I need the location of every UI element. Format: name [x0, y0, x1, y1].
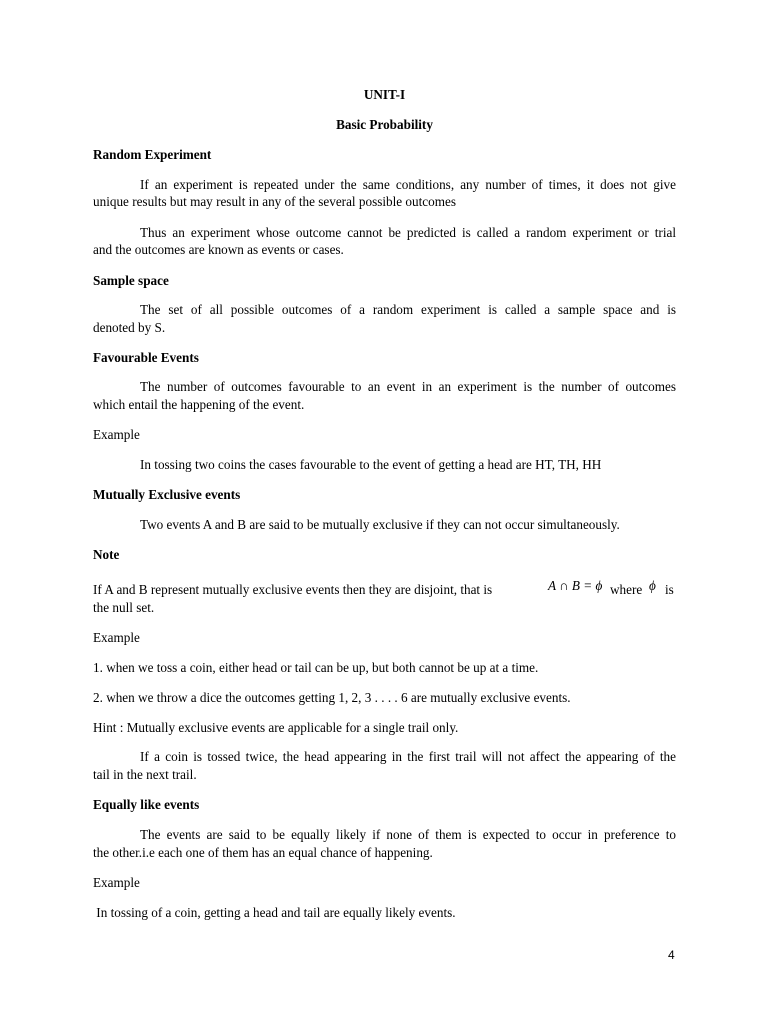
- chapter-title: Basic Probability: [336, 117, 433, 132]
- heading-equally-likely: Equally like events: [93, 797, 200, 812]
- heading-sample-space: Sample space: [93, 273, 169, 288]
- heading-random-experiment: Random Experiment: [93, 147, 212, 162]
- paragraph-line: If a coin is tossed twice, the head appearing in the first trail will not affect the appearing of the: [140, 749, 676, 764]
- paragraph-line: The number of outcomes favourable to an event in an experiment is the number of outcomes: [140, 379, 676, 394]
- paragraph-line: and the outcomes are known as events or cases.: [93, 242, 344, 257]
- note-line: [93, 578, 676, 599]
- paragraph-line: Thus an experiment whose outcome cannot be predicted is called a random experiment or trial: [140, 225, 676, 240]
- example-text: In tossing two coins the cases favourable to the event of getting a head are HT, TH, HH: [140, 457, 602, 472]
- hint-text: Hint : Mutually exclusive events are applicable for a single trail only.: [93, 720, 459, 735]
- heading-favourable-events: Favourable Events: [93, 350, 199, 365]
- example-item: 1. when we toss a coin, either head or tail can be up, but both cannot be up at a time.: [93, 660, 539, 675]
- paragraph-line: the null set.: [93, 600, 155, 615]
- phi-symbol: ϕ: [649, 578, 656, 593]
- disjoint-formula: A ∩ B = ϕ: [548, 578, 603, 593]
- paragraph-line: The set of all possible outcomes of a random experiment is called a sample space and is: [140, 302, 676, 317]
- example-label: Example: [93, 427, 140, 442]
- example-item: 2. when we throw a dice the outcomes getting 1, 2, 3 . . . . 6 are mutually exclusive events.: [93, 690, 571, 705]
- note-label: Note: [93, 547, 120, 562]
- paragraph-line: If an experiment is repeated under the same conditions, any number of times, it does not give: [140, 177, 676, 192]
- paragraph-line: unique results but may result in any of the several possible outcomes: [93, 194, 456, 209]
- paragraph-line: The events are said to be equally likely if none of them is expected to occur in preference to: [140, 827, 676, 842]
- note-text: If A and B represent mutually exclusive events then they are disjoint, that is: [93, 582, 493, 597]
- paragraph-line: the other.i.e each one of them has an equal chance of happening.: [93, 845, 433, 860]
- note-is: is: [665, 582, 674, 597]
- page-number: 4: [668, 948, 675, 962]
- note-where: where: [610, 582, 643, 597]
- unit-title: UNIT-I: [363, 87, 406, 102]
- heading-mutually-exclusive: Mutually Exclusive events: [93, 487, 241, 502]
- example-label: Example: [93, 630, 140, 645]
- paragraph-line: denoted by S.: [93, 320, 166, 335]
- paragraph-line: which entail the happening of the event.: [93, 397, 305, 412]
- example-text: In tossing of a coin, getting a head and tail are equally likely events.: [93, 905, 456, 920]
- paragraph-line: Two events A and B are said to be mutually exclusive if they can not occur simultaneously.: [140, 517, 620, 532]
- example-label: Example: [93, 875, 140, 890]
- paragraph-line: tail in the next trail.: [93, 767, 197, 782]
